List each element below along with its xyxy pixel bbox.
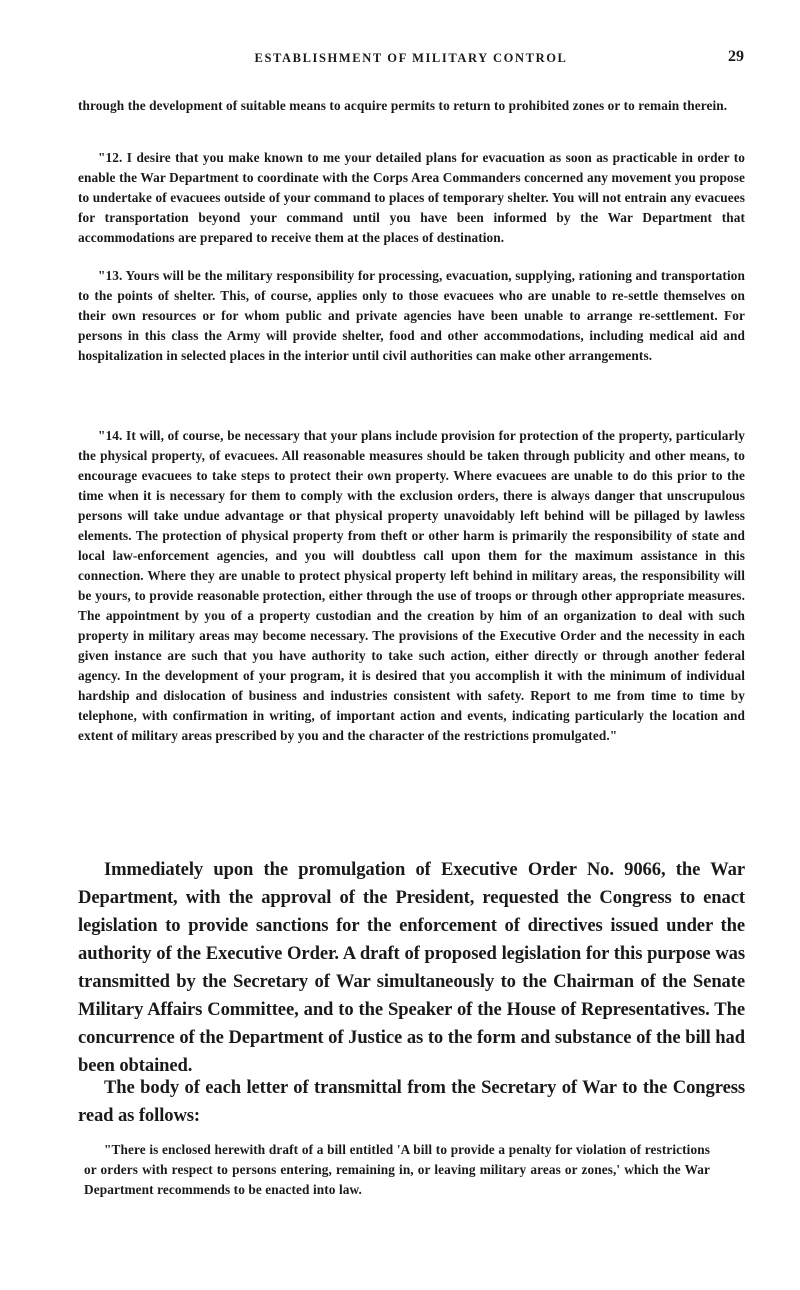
body-paragraph-legislation: Immediately upon the promulgation of Executive Order No. 9066, the War Department, with the approval of the President, requested the Congress to enact legislation to provide sanctions for the enforcement of directives issued under the authority of the Executive Order. A draft of proposed legislation for this purpose was transmitted by the Secretary of War simultaneously to the Chairman of the Senate Military Affairs Committee, and to the Speaker of the House of Representatives. The concurrence of the Department of Justice as to the form and substance of the bill had been obtained. [78,859,745,1076]
body-paragraph-transmittal: The body of each letter of transmittal from the Secretary of War to the Congress read as follows: [78,1077,745,1126]
quote-paragraph-14: "14. It will, of course, be necessary that your plans include provision for protection of the property, particularly the physical property, of evacuees. All reasonable measures should be taken through publicity and other means, to encourage evacuees to take steps to protect their own property. Where evacuees are unable to do this prior to the time when it is necessary for them to comply with the exclusion orders, there is always danger that unscrupulous persons will take undue advantage or that physical property unavoidably left behind will be pillaged by lawless elements. The protection of physical property from theft or other harm is primarily the responsibility of state and local law-enforcement agencies, and you will doubtless call upon them for the maximum assistance in this connection. Where they are unable to protect physical property left behind in military areas, the responsibility will be yours, to provide reasonable protection, either through the use of troops or through other appropriate measures. The appointment by you of a property custodian and the creation by him of an organization to deal with such property in military areas may become necessary. The provisions of the Executive Order and the necessity in each given instance are such that you have authority to take such action, either directly or through another federal agency. In the development of your program, it is desired that you accomplish it with the minimum of individual hardship and dislocation of business and industries consistent with safety. Report to me from time to time by telephone, with confirmation in writing, of important action and events, indicating particularly the location and extent of military areas prescribed by you and the character of the restrictions promulgated." [78,428,745,743]
page-number: 29 [728,48,744,65]
quote-continuation-paragraph: through the development of suitable means to acquire permits to return to prohibited zones or to remain therein. [78,98,728,113]
running-head: ESTABLISHMENT OF MILITARY CONTROL [254,51,568,65]
page-header [78,48,744,72]
quote-paragraph-letter: "There is enclosed herewith draft of a bill entitled 'A bill to provide a penalty for violation of restrictions or orders with respect to persons entering, remaining in, or leaving military areas or zones,' which the War Department recommends to be enacted into law. [84,1142,710,1197]
quote-paragraph-13: "13. Yours will be the military responsibility for processing, evacuation, supplying, rationing and transportation to the points of shelter. This, of course, applies only to those evacuees who are unable to re-settle themselves on their own resources or for whom public and private agencies have been unable to arrange re-settlement. For persons in this class the Army will provide shelter, food and other accommodations, including medical aid and hospitalization in selected places in the interior until civil authorities can make other arrangements. [78,268,745,363]
quote-paragraph-12: "12. I desire that you make known to me your detailed plans for evacuation as soon as practicable in order to enable the War Department to coordinate with the Corps Area Commanders concerned any movement you propose to undertake of evacuees outside of your command to places of temporary shelter. You will not entrain any evacuees for transportation beyond your command until you have been informed by the War Department that accommodations are prepared to receive them at the places of destination. [78,150,745,245]
